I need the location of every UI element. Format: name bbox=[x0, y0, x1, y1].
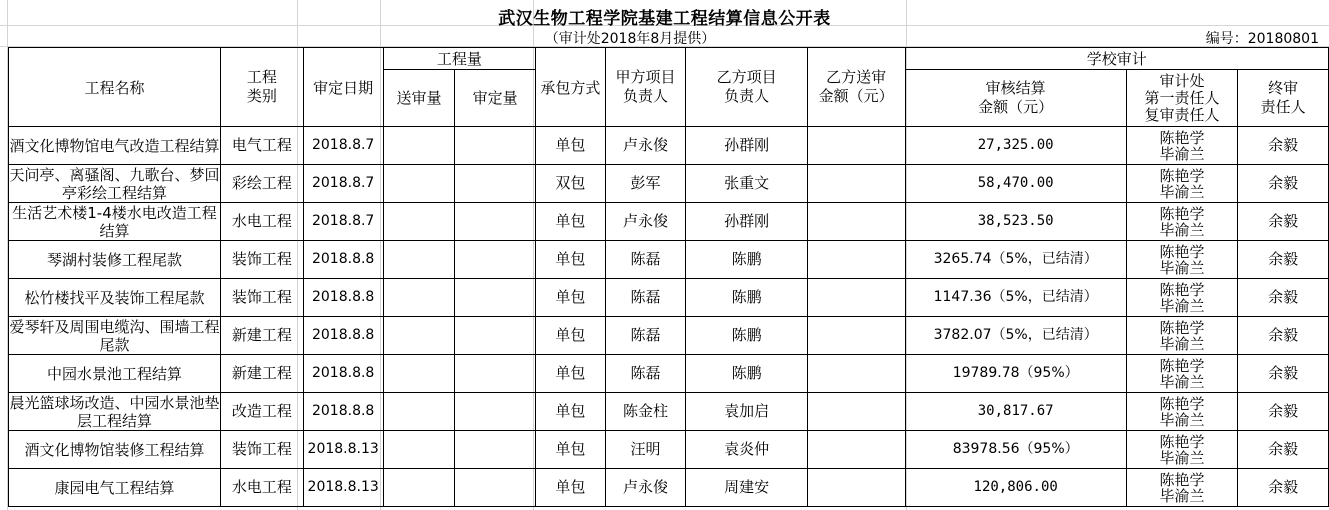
page-title: 武汉生物工程学院基建工程结算信息公开表 bbox=[498, 9, 831, 29]
cell-auditor: 陈艳学 毕渝兰 bbox=[1126, 203, 1238, 241]
cell-party-b: 陈鹏 bbox=[686, 279, 807, 317]
cell-party-a: 陈金柱 bbox=[605, 393, 686, 431]
cell-final: 余毅 bbox=[1238, 279, 1329, 317]
cell-final: 余毅 bbox=[1238, 241, 1329, 279]
cell-date: 2018.8.13 bbox=[303, 469, 383, 507]
cell-party-a: 陈磊 bbox=[605, 241, 686, 279]
cell-sent-qty bbox=[383, 469, 455, 507]
cell-auditor: 陈艳学 毕渝兰 bbox=[1126, 431, 1238, 469]
cell-sent-qty bbox=[383, 355, 455, 393]
cell-date: 2018.8.8 bbox=[303, 393, 383, 431]
cell-contract: 单包 bbox=[536, 469, 606, 507]
cell-auditor: 陈艳学 毕渝兰 bbox=[1126, 279, 1238, 317]
table-row bbox=[9, 431, 1329, 469]
cell-category: 新建工程 bbox=[221, 317, 304, 355]
cell-date: 2018.8.7 bbox=[303, 127, 383, 165]
cell-audit-amount: 27,325.00 bbox=[905, 127, 1126, 165]
table-body bbox=[9, 127, 1329, 507]
header-category: 工程 类别 bbox=[221, 48, 304, 127]
cell-approved-qty bbox=[455, 393, 536, 431]
cell-project-name: 生活艺术楼1-4楼水电改造工程结算 bbox=[9, 203, 221, 241]
cell-approved-qty bbox=[455, 431, 536, 469]
cell-sent-amount bbox=[807, 355, 905, 393]
cell-audit-amount: 30,817.67 bbox=[905, 393, 1126, 431]
cell-party-b: 陈鹏 bbox=[686, 317, 807, 355]
cell-category: 电气工程 bbox=[221, 127, 304, 165]
cell-sent-qty bbox=[383, 317, 455, 355]
cell-contract: 单包 bbox=[536, 241, 606, 279]
cell-final: 余毅 bbox=[1238, 317, 1329, 355]
cell-sent-qty bbox=[383, 203, 455, 241]
cell-date: 2018.8.7 bbox=[303, 203, 383, 241]
cell-project-name: 康园电气工程结算 bbox=[9, 469, 221, 507]
cell-audit-amount: 58,470.00 bbox=[905, 165, 1126, 203]
cell-auditor: 陈艳学 毕渝兰 bbox=[1126, 165, 1238, 203]
cell-project-name: 晨光篮球场改造、中园水景池垫层工程结算 bbox=[9, 393, 220, 430]
cell-party-a: 彭军 bbox=[605, 165, 686, 203]
cell-date: 2018.8.13 bbox=[303, 431, 383, 469]
cell-party-a: 卢永俊 bbox=[605, 469, 686, 507]
header-school-audit: 学校审计 bbox=[905, 48, 1328, 70]
cell-party-a: 陈磊 bbox=[605, 355, 686, 393]
header-sent-qty: 送审量 bbox=[383, 70, 455, 127]
settlement-table bbox=[8, 47, 1329, 507]
cell-approved-qty bbox=[455, 355, 536, 393]
cell-audit-amount: 19789.78（95%） bbox=[905, 355, 1126, 393]
cell-contract: 单包 bbox=[536, 355, 606, 393]
cell-audit-amount: 83978.56（95%） bbox=[905, 431, 1126, 469]
cell-party-b: 袁加启 bbox=[686, 393, 807, 431]
cell-sent-qty bbox=[383, 127, 455, 165]
cell-sent-amount bbox=[807, 127, 905, 165]
cell-sent-qty bbox=[383, 431, 455, 469]
table-row bbox=[9, 469, 1329, 507]
header-party-a: 甲方项目 负责人 bbox=[605, 48, 686, 127]
cell-project-name: 酒文化博物馆电气改造工程结算 bbox=[9, 127, 221, 165]
cell-auditor: 陈艳学 毕渝兰 bbox=[1126, 317, 1238, 355]
cell-party-b: 周建安 bbox=[686, 469, 807, 507]
cell-category: 装饰工程 bbox=[221, 241, 304, 279]
cell-contract: 双包 bbox=[536, 165, 606, 203]
cell-sent-amount bbox=[807, 469, 905, 507]
header-sent-amount: 乙方送审 金额（元） bbox=[807, 48, 905, 127]
cell-party-a: 陈磊 bbox=[605, 279, 686, 317]
cell-approved-qty bbox=[455, 127, 536, 165]
cell-final: 余毅 bbox=[1238, 355, 1329, 393]
header-audit-amount: 审核结算 金额（元） bbox=[905, 70, 1126, 127]
cell-category: 彩绘工程 bbox=[221, 165, 304, 203]
table-row bbox=[9, 355, 1329, 393]
cell-party-a: 卢永俊 bbox=[605, 127, 686, 165]
cell-project-name: 爱琴轩及周围电缆沟、围墙工程尾款 bbox=[9, 317, 220, 354]
cell-party-b: 陈鹏 bbox=[686, 355, 807, 393]
cell-sent-qty bbox=[383, 241, 455, 279]
cell-audit-amount: 3782.07（5%，已结清） bbox=[905, 317, 1126, 355]
cell-final: 余毅 bbox=[1238, 127, 1329, 165]
cell-audit-amount: 3265.74（5%，已结清） bbox=[905, 241, 1126, 279]
table-row bbox=[9, 317, 1329, 355]
cell-contract: 单包 bbox=[536, 431, 606, 469]
cell-sent-qty bbox=[383, 165, 455, 203]
cell-approved-qty bbox=[455, 279, 536, 317]
cell-approved-qty bbox=[455, 469, 536, 507]
cell-contract: 单包 bbox=[536, 393, 606, 431]
cell-party-a: 汪明 bbox=[605, 431, 686, 469]
cell-party-a: 卢永俊 bbox=[605, 203, 686, 241]
cell-date: 2018.8.7 bbox=[303, 165, 383, 203]
header-party-b: 乙方项目 负责人 bbox=[686, 48, 807, 127]
cell-sent-amount bbox=[807, 279, 905, 317]
cell-project-name: 酒文化博物馆装修工程结算 bbox=[9, 431, 221, 469]
cell-date: 2018.8.8 bbox=[303, 279, 383, 317]
cell-contract: 单包 bbox=[536, 203, 606, 241]
cell-sent-amount bbox=[807, 317, 905, 355]
cell-approved-qty bbox=[455, 203, 536, 241]
cell-final: 余毅 bbox=[1238, 393, 1329, 431]
cell-category: 装饰工程 bbox=[221, 279, 304, 317]
cell-project-name: 中园水景池工程结算 bbox=[9, 355, 221, 393]
cell-approved-qty bbox=[455, 317, 536, 355]
cell-auditor: 陈艳学 毕渝兰 bbox=[1126, 355, 1238, 393]
cell-category: 水电工程 bbox=[221, 203, 304, 241]
cell-contract: 单包 bbox=[536, 317, 606, 355]
table-row bbox=[9, 279, 1329, 317]
header-approved-qty: 审定量 bbox=[455, 70, 536, 127]
table-row bbox=[9, 165, 1329, 203]
cell-category: 水电工程 bbox=[221, 469, 304, 507]
header-audit-resp: 审计处 第一责任人 复审责任人 bbox=[1126, 70, 1238, 127]
cell-party-b: 袁炎仲 bbox=[686, 431, 807, 469]
cell-party-b: 陈鹏 bbox=[686, 241, 807, 279]
cell-auditor: 陈艳学 毕渝兰 bbox=[1126, 127, 1238, 165]
cell-auditor: 陈艳学 毕渝兰 bbox=[1126, 393, 1238, 431]
header-name: 工程名称 bbox=[9, 48, 221, 127]
header-contract: 承包方式 bbox=[536, 48, 606, 127]
cell-approved-qty bbox=[455, 165, 536, 203]
cell-date: 2018.8.8 bbox=[303, 317, 383, 355]
cell-sent-amount bbox=[807, 241, 905, 279]
cell-sent-amount bbox=[807, 165, 905, 203]
cell-project-name: 琴湖村装修工程尾款 bbox=[9, 241, 221, 279]
table-row bbox=[9, 127, 1329, 165]
header-final-resp: 终审 责任人 bbox=[1238, 70, 1329, 127]
table-row bbox=[9, 203, 1329, 241]
header-date: 审定日期 bbox=[303, 48, 383, 127]
cell-contract: 单包 bbox=[536, 279, 606, 317]
cell-sent-amount bbox=[807, 393, 905, 431]
cell-date: 2018.8.8 bbox=[303, 241, 383, 279]
cell-category: 改造工程 bbox=[221, 393, 304, 431]
table-row bbox=[9, 393, 1329, 431]
cell-project-name: 松竹楼找平及装饰工程尾款 bbox=[9, 279, 221, 317]
cell-party-b: 张重文 bbox=[686, 165, 807, 203]
cell-party-b: 孙群刚 bbox=[686, 127, 807, 165]
cell-audit-amount: 1147.36（5%，已结清） bbox=[905, 279, 1126, 317]
cell-audit-amount: 120,806.00 bbox=[905, 469, 1126, 507]
serial-number: 编号：20180801 bbox=[1205, 31, 1319, 47]
cell-project-name: 天问亭、离骚阁、九歌台、梦回亭彩绘工程结算 bbox=[9, 165, 220, 202]
cell-final: 余毅 bbox=[1238, 165, 1329, 203]
cell-sent-amount bbox=[807, 203, 905, 241]
cell-approved-qty bbox=[455, 241, 536, 279]
cell-final: 余毅 bbox=[1238, 203, 1329, 241]
cell-sent-qty bbox=[383, 393, 455, 431]
cell-party-a: 陈磊 bbox=[605, 317, 686, 355]
page-subtitle: （审计处2018年8月提供） bbox=[544, 31, 716, 47]
cell-date: 2018.8.8 bbox=[303, 355, 383, 393]
cell-party-b: 孙群刚 bbox=[686, 203, 807, 241]
cell-audit-amount: 38,523.50 bbox=[905, 203, 1126, 241]
table-row bbox=[9, 241, 1329, 279]
cell-category: 装饰工程 bbox=[221, 431, 304, 469]
header-quantity: 工程量 bbox=[383, 48, 535, 70]
cell-category: 新建工程 bbox=[221, 355, 304, 393]
cell-final: 余毅 bbox=[1238, 431, 1329, 469]
cell-sent-amount bbox=[807, 431, 905, 469]
cell-sent-qty bbox=[383, 279, 455, 317]
cell-auditor: 陈艳学 毕渝兰 bbox=[1126, 469, 1238, 507]
cell-contract: 单包 bbox=[536, 127, 606, 165]
cell-auditor: 陈艳学 毕渝兰 bbox=[1126, 241, 1238, 279]
cell-final: 余毅 bbox=[1238, 469, 1329, 507]
